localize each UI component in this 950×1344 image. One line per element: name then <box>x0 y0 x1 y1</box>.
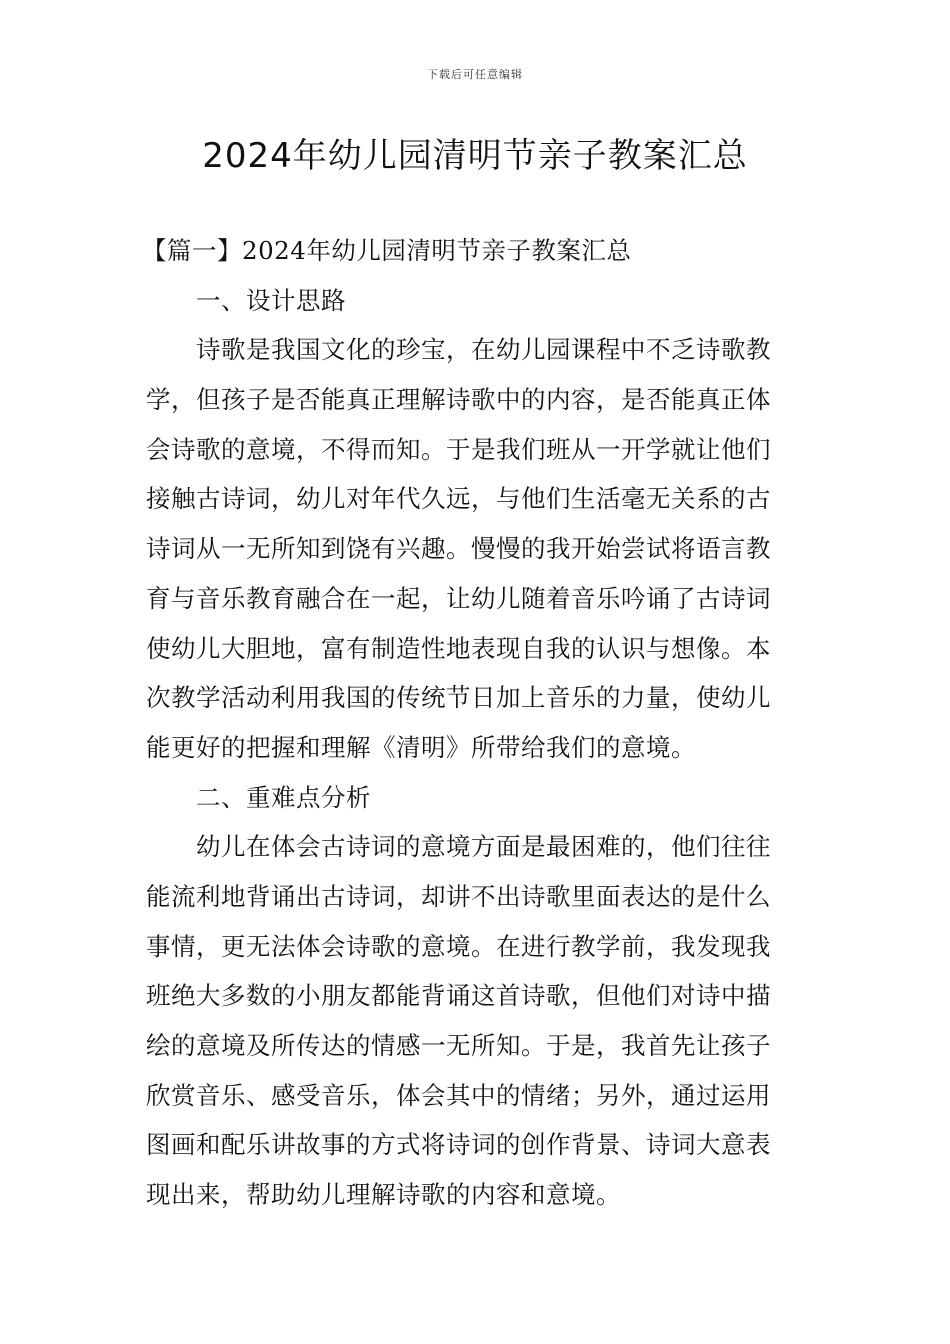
part2-heading: 二、重难点分析 <box>196 782 371 812</box>
paragraph-line: 学，但孩子是否能真正理解诗歌中的内容，是否能真正体 <box>146 385 771 415</box>
paragraph-line: 欣赏音乐、感受音乐，体会其中的情绪；另外，通过运用 <box>146 1080 771 1110</box>
paragraph-line: 使幼儿大胆地，富有制造性地表现自我的认识与想像。本 <box>146 633 771 663</box>
document-body <box>142 226 808 1220</box>
paragraph-line: 接触古诗词，幼儿对年代久远，与他们生活毫无关系的古 <box>146 484 771 514</box>
paragraph-line: 诗词从一无所知到饶有兴趣。慢慢的我开始尝试将语言教 <box>146 534 771 564</box>
paragraph-line: 育与音乐教育融合在一起，让幼儿随着音乐吟诵了古诗词 <box>146 583 771 613</box>
paragraph-line: 绘的意境及所传达的情感一无所知。于是，我首先让孩子 <box>146 1031 771 1060</box>
header-note: 下载后可任意编辑 <box>427 68 523 81</box>
paragraph-line: 图画和配乐讲故事的方式将诗词的创作背景、诗词大意表 <box>146 1130 771 1160</box>
paragraph-line: 能流利地背诵出古诗词，却讲不出诗歌里面表达的是什么 <box>146 881 771 911</box>
paragraph-line: 次教学活动利用我国的传统节日加上音乐的力量，使幼儿 <box>146 683 771 713</box>
paragraph-line: 能更好的把握和理解《清明》所带给我们的意境。 <box>146 732 696 762</box>
section-heading: 【篇一】2024年幼儿园清明节亲子教案汇总 <box>142 236 632 265</box>
paragraph-line: 诗歌是我国文化的珍宝，在幼儿园课程中不乏诗歌教 <box>196 335 771 365</box>
paragraph-line: 会诗歌的意境，不得而知。于是我们班从一开学就让他们 <box>146 434 771 464</box>
paragraph-line: 事情，更无法体会诗歌的意境。在进行教学前，我发现我 <box>146 931 771 961</box>
paragraph-line: 现出来，帮助幼儿理解诗歌的内容和意境。 <box>146 1180 621 1210</box>
paragraph-line: 班绝大多数的小朋友都能背诵这首诗歌，但他们对诗中描 <box>146 981 771 1011</box>
paragraph-line: 幼儿在体会古诗词的意境方面是最困难的，他们往往 <box>196 832 771 862</box>
document-title: 2024年幼儿园清明节亲子教案汇总 <box>202 136 748 176</box>
part1-heading: 一、设计思路 <box>196 285 346 315</box>
